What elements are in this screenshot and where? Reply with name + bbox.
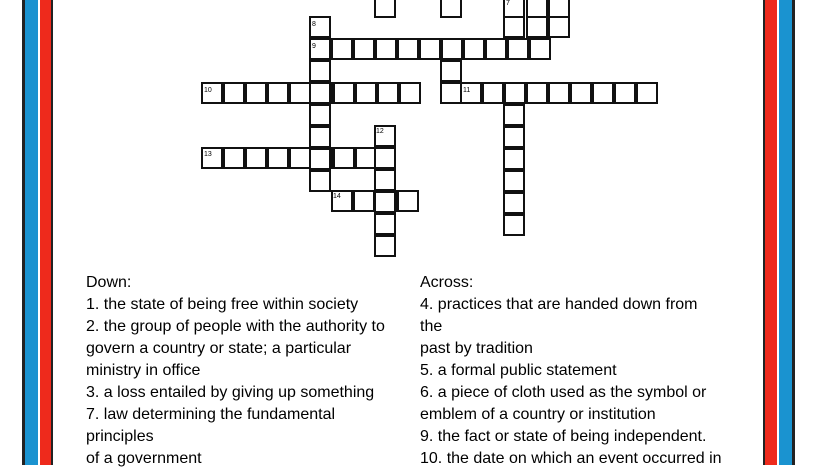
down-clues <box>86 272 385 470</box>
crossword-cell[interactable] <box>503 170 525 192</box>
crossword-cell[interactable] <box>374 191 396 213</box>
crossword-cell[interactable] <box>526 82 548 104</box>
crossword-cell[interactable] <box>503 126 525 148</box>
crossword-cell[interactable] <box>548 0 570 18</box>
crossword-cell[interactable] <box>223 147 245 169</box>
clue-number-14: 14 <box>333 193 341 200</box>
crossword-cell[interactable] <box>355 82 377 104</box>
crossword-cell[interactable] <box>309 148 331 170</box>
crossword-cell[interactable] <box>526 16 548 38</box>
across-clue-line: 4. practices that are handed down from <box>420 296 698 313</box>
across-clue-line: the <box>420 318 443 335</box>
clue-number-12: 12 <box>376 128 384 135</box>
across-clue-line: 5. a formal public statement <box>420 362 617 379</box>
right-border-dark <box>792 0 795 465</box>
crossword-cell[interactable] <box>374 169 396 191</box>
down-clue-line: ministry in office <box>86 362 201 379</box>
left-border-blue <box>25 0 38 465</box>
crossword-cell[interactable] <box>397 190 419 212</box>
crossword-cell[interactable] <box>333 147 355 169</box>
across-clues <box>420 272 722 470</box>
crossword-cell[interactable] <box>374 147 396 169</box>
across-clue-line: 9. the fact or state of being independent. <box>420 428 707 445</box>
crossword-cell[interactable] <box>441 38 463 60</box>
down-clue-line: 3. a loss entailed by giving up something <box>86 384 375 401</box>
across-heading: Across: <box>420 274 474 291</box>
left-border-dark-inner <box>51 0 53 465</box>
clue-number-8: 8 <box>312 21 316 28</box>
clue-number-11: 11 <box>463 87 471 94</box>
crossword-cell[interactable] <box>485 38 507 60</box>
down-clue-line: govern a country or state; a particular <box>86 340 352 357</box>
crossword-cell[interactable] <box>507 38 529 60</box>
down-clue-line: principles <box>86 428 154 445</box>
crossword-cell[interactable] <box>548 16 570 38</box>
crossword-cell[interactable] <box>245 82 267 104</box>
crossword-cell[interactable] <box>267 147 289 169</box>
crossword-cell[interactable] <box>440 82 462 104</box>
right-border-red <box>765 0 777 465</box>
across-clue-line: past by tradition <box>420 340 533 357</box>
crossword-cell[interactable] <box>374 0 396 18</box>
crossword-cell[interactable] <box>374 213 396 235</box>
crossword-cell[interactable] <box>223 82 245 104</box>
across-clue-line: emblem of a country or institution <box>420 406 656 423</box>
crossword-cell[interactable] <box>331 38 353 60</box>
crossword-cell[interactable] <box>309 82 331 104</box>
clue-number-7: 7 <box>506 0 510 7</box>
crossword-cell[interactable] <box>397 38 419 60</box>
down-clue-line: 1. the state of being free within society <box>86 296 359 313</box>
down-heading: Down: <box>86 274 132 291</box>
crossword-cell[interactable] <box>309 126 331 148</box>
crossword-cell[interactable] <box>548 82 570 104</box>
crossword-cell[interactable] <box>614 82 636 104</box>
left-border-red <box>40 0 51 465</box>
crossword-cell[interactable] <box>570 82 592 104</box>
crossword-cell[interactable] <box>592 82 614 104</box>
crossword-cell[interactable] <box>419 38 441 60</box>
crossword-cell[interactable] <box>504 82 526 104</box>
crossword-cell[interactable] <box>333 82 355 104</box>
crossword-cell[interactable] <box>375 38 397 60</box>
crossword-cell[interactable] <box>309 60 331 82</box>
clue-number-10: 10 <box>204 87 212 94</box>
crossword-cell[interactable] <box>267 82 289 104</box>
clue-number-13: 13 <box>204 151 212 158</box>
clue-number-9: 9 <box>312 43 316 50</box>
crossword-cell[interactable] <box>289 147 311 169</box>
crossword-cell[interactable] <box>309 104 331 126</box>
crossword-cell[interactable] <box>440 0 462 18</box>
across-clue-line: 6. a piece of cloth used as the symbol or <box>420 384 707 401</box>
crossword-cell[interactable] <box>353 190 375 212</box>
down-clue-line: 7. law determining the fundamental <box>86 406 336 423</box>
crossword-cell[interactable] <box>374 235 396 257</box>
crossword-cell[interactable] <box>353 38 375 60</box>
right-border-blue <box>779 0 792 465</box>
crossword-cell[interactable] <box>526 0 548 18</box>
across-clue-line: 10. the date on which an event occurred in <box>420 450 722 467</box>
crossword-cell[interactable] <box>289 82 311 104</box>
crossword-cell[interactable] <box>503 148 525 170</box>
crossword-cell[interactable] <box>503 104 525 126</box>
crossword-cell[interactable] <box>636 82 658 104</box>
crossword-cell[interactable] <box>529 38 551 60</box>
crossword-cell[interactable] <box>377 82 399 104</box>
crossword-cell[interactable] <box>440 60 462 82</box>
crossword-cell[interactable] <box>503 16 525 38</box>
crossword-cell[interactable] <box>503 214 525 236</box>
down-clue-line: of a government <box>86 450 202 467</box>
crossword-cell[interactable] <box>399 82 421 104</box>
down-clue-line: 2. the group of people with the authority to <box>86 318 385 335</box>
crossword-cell[interactable] <box>463 38 485 60</box>
crossword-cell[interactable] <box>503 192 525 214</box>
crossword-cell[interactable] <box>482 82 504 104</box>
crossword-cell[interactable] <box>245 147 267 169</box>
crossword-cell[interactable] <box>309 170 331 192</box>
